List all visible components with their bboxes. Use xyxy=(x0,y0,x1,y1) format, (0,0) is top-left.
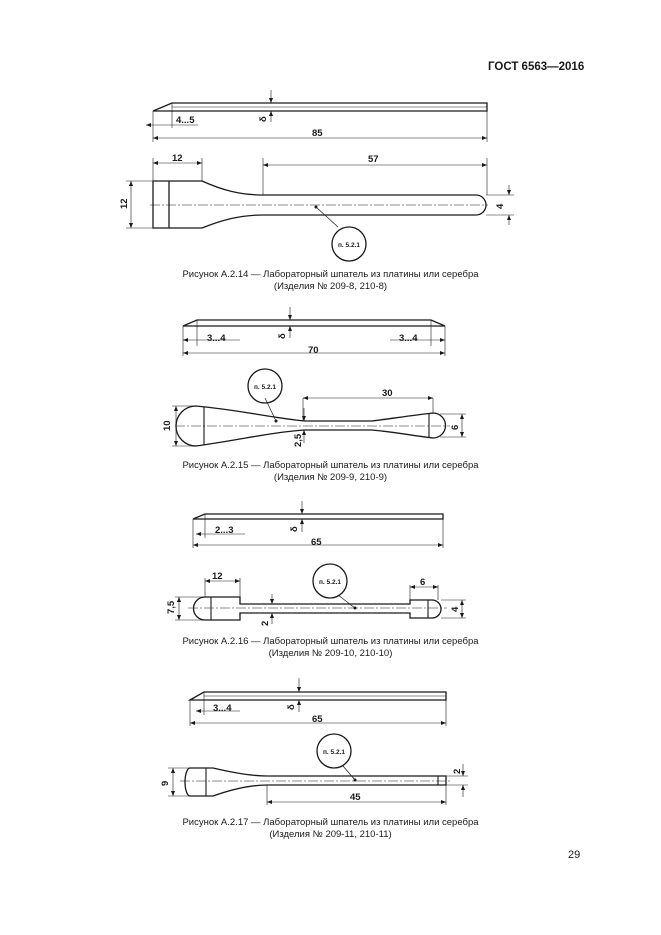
dim-taper-right: 3...4 xyxy=(399,333,418,344)
figure-a-2-16-caption: Рисунок А.2.16 — Лабораторный шпатель из платины или серебра (Изделия № 209-10, 210-10) xyxy=(182,636,479,659)
dim-length: 70 xyxy=(308,345,319,356)
dim-head-width: 9 xyxy=(160,780,171,786)
dim-length: 65 xyxy=(312,714,323,725)
dim-head-height: 12 xyxy=(119,198,130,209)
dim-head-width: 7,5 xyxy=(166,600,177,614)
dim-tip-width: 2 xyxy=(452,768,463,774)
dim-length: 85 xyxy=(312,128,323,139)
dim-thickness: δ xyxy=(286,704,297,710)
dim-shaft-length: 57 xyxy=(368,154,379,165)
dim-shaft-width: 2 xyxy=(260,620,271,626)
reference-label: п. 5.2.1 xyxy=(254,384,276,391)
dim-taper-left: 3...4 xyxy=(207,333,226,344)
dim-thickness: δ xyxy=(258,116,269,122)
dim-middle-length: 30 xyxy=(382,388,393,399)
dim-neck-width: 2,5 xyxy=(293,433,304,447)
figure-a-2-14-caption: Рисунок А.2.14 — Лабораторный шпатель из платины или серебра (Изделия № 209-8, 210-8) xyxy=(182,269,479,292)
dim-taper: 4...5 xyxy=(176,115,195,126)
dim-left-width: 10 xyxy=(162,420,173,431)
dim-shaft-length: 45 xyxy=(350,792,361,803)
dim-thickness: δ xyxy=(277,333,288,339)
reference-label: п. 5.2.1 xyxy=(319,579,341,586)
dim-tip-width: 4 xyxy=(495,203,506,209)
dim-length: 65 xyxy=(311,537,322,548)
dim-right-length: 6 xyxy=(420,577,426,588)
figure-a-2-17-caption: Рисунок А.2.17 — Лабораторный шпатель из платины или серебра (Изделия № 209-11, 210-11) xyxy=(182,817,479,840)
reference-label: п. 5.2.1 xyxy=(323,749,345,756)
reference-label: п. 5.2.1 xyxy=(338,242,360,249)
dim-tip-width: 4 xyxy=(450,606,461,612)
dim-left-width: 12 xyxy=(172,153,183,164)
dim-taper: 2...3 xyxy=(215,525,234,536)
spatula-top-view xyxy=(185,768,446,796)
document-header: ГОСТ 6563—2016 xyxy=(488,61,585,73)
page-number: 29 xyxy=(568,849,581,861)
dim-left-length: 12 xyxy=(212,571,223,582)
dim-taper: 3...4 xyxy=(213,703,232,714)
dim-right-width: 6 xyxy=(450,424,461,430)
dim-thickness: δ xyxy=(289,526,300,532)
figure-a-2-15-caption: Рисунок А.2.15 — Лабораторный шпатель из платины или серебра (Изделия № 209-9, 210-9) xyxy=(182,460,479,483)
